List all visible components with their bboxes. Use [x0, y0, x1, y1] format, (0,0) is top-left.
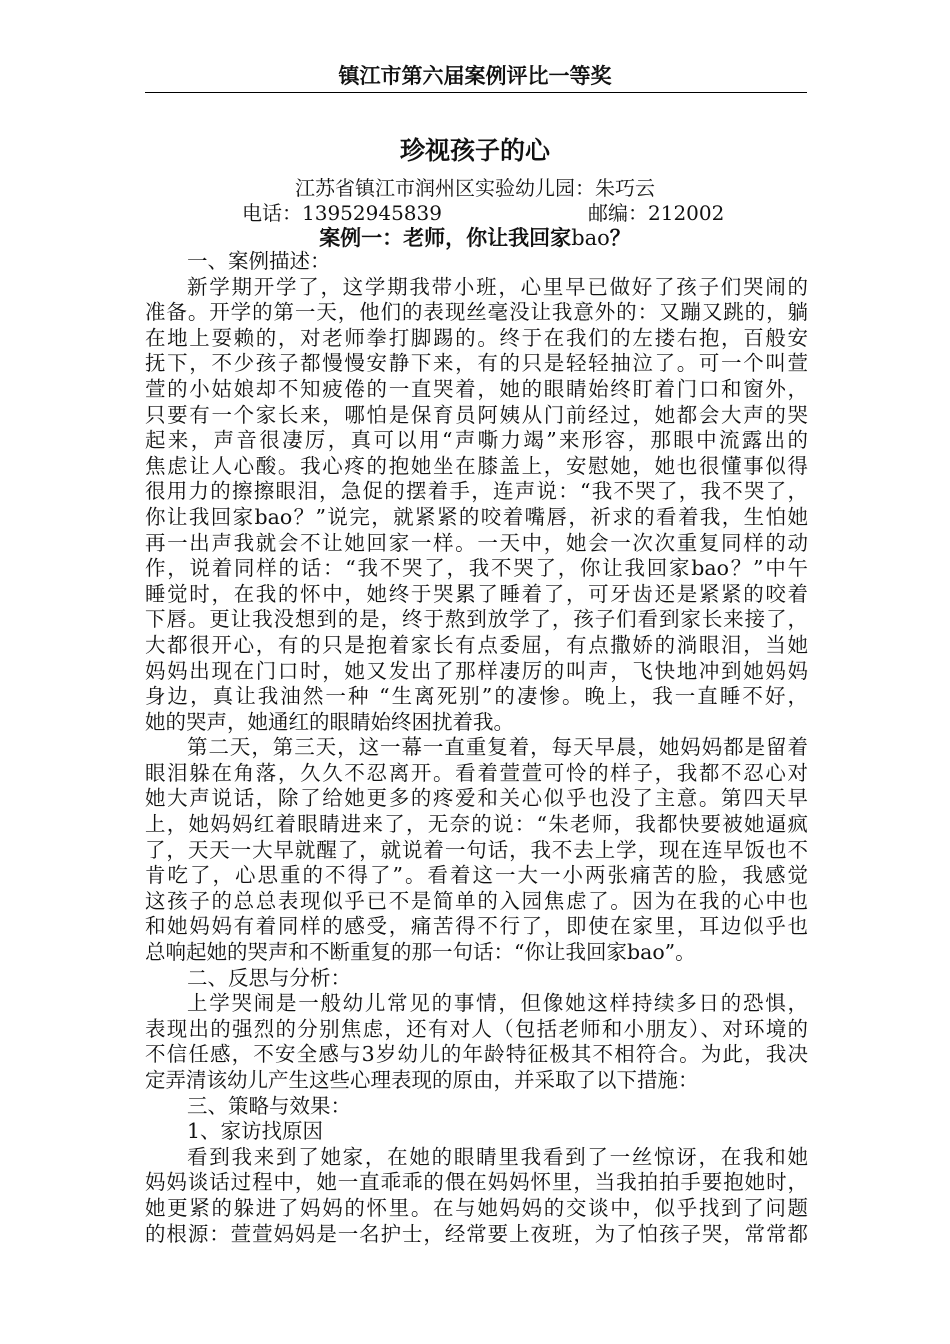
- text-line: 起来，声音很凄厉，真可以用“声嘶力竭”来形容，那眼中流露出的: [145, 428, 808, 453]
- text-line: 作，说着同样的话：“我不哭了，我不哭了，你让我回家bao？”中午: [145, 556, 808, 581]
- document-title: 珍视孩子的心: [399, 136, 550, 165]
- subheading-home-visit: 1、家访找原因: [187, 1119, 324, 1144]
- text-line: 和她妈妈有着同样的感受，痛苦得不行了，即使在家里，耳边似乎也: [145, 914, 808, 939]
- text-line: 她更紧的躲进了妈妈的怀里。在与她妈妈的交谈中，似乎找到了问题: [145, 1195, 808, 1220]
- text-line: 她的哭声，她通红的眼睛始终困扰着我。: [145, 709, 514, 734]
- text-line: 的根源：萱萱妈妈是一名护士，经常要上夜班，为了怕孩子哭，常常都: [145, 1221, 808, 1246]
- running-header: 镇江市第六届案例评比一等奖: [338, 64, 612, 88]
- text-line: 了，天天一大早就醒了，就说着一句话，我不去上学，现在连早饭也不: [145, 837, 808, 862]
- text-line: 表现出的强烈的分别焦虑，还有对人（包括老师和小朋友）、对环境的: [145, 1016, 808, 1041]
- case-title: [145, 224, 805, 252]
- text-line: 上学哭闹是一般幼儿常见的事情，但像她这样持续多日的恐惧，: [187, 991, 808, 1016]
- text-line: 上，她妈妈红着眼睛进来了，无奈的说：“朱老师，我都快要被她逼疯: [145, 812, 808, 837]
- text-line: 这孩子的总总表现似乎已不是简单的入园焦虑了。因为在我的心中也: [145, 888, 808, 913]
- text-line: 萱的小姑娘却不知疲倦的一直哭着，她的眼睛始终盯着门口和窗外，: [145, 376, 808, 401]
- text-line: 新学期开学了，这学期我带小班，心里早已做好了孩子们哭闹的: [187, 274, 808, 299]
- text-line: 准备。开学的第一天，他们的表现丝毫没让我意外的：又蹦又跳的，躺: [145, 300, 808, 325]
- body-text: [145, 249, 808, 1247]
- text-line: 第二天，第三天，这一幕一直重复着，每天早晨，她妈妈都是留着: [187, 735, 808, 760]
- contact-line: [145, 200, 805, 226]
- case-title-latin: bao: [571, 226, 610, 250]
- text-line: 看到我来到了她家，在她的眼睛里我看到了一丝惊讶，在我和她: [187, 1144, 808, 1169]
- header-rule: [145, 92, 807, 93]
- case-title-text: 案例一：老师，你让我回家: [319, 226, 572, 250]
- text-line: 只要有一个家长来，哪怕是保育员阿姨从门前经过，她都会大声的哭: [145, 402, 808, 427]
- text-line: 总响起她的哭声和不断重复的那一句话：“你让我回家bao”。: [145, 940, 696, 965]
- text-line: 很用力的擦擦眼泪，急促的摆着手，连声说：“我不哭了，我不哭了，: [145, 479, 808, 504]
- text-line: 大都很开心，有的只是抱着家长有点委屈，有点撒娇的淌眼泪，当她: [145, 632, 808, 657]
- author-line: 江苏省镇江市润州区实验幼儿园：朱巧云: [295, 176, 655, 200]
- text-line: 焦虑让人心酸。我心疼的抱她坐在膝盖上，安慰她，她也很懂事似得: [145, 453, 808, 478]
- text-line: 定弄清该幼儿产生这些心理表现的原由，并采取了以下措施：: [145, 1068, 699, 1092]
- section-heading-strategy: 三、策略与效果：: [187, 1093, 351, 1118]
- text-line: 睡觉时，在我的怀中，她终于哭累了睡着了，可牙齿还是紧紧的咬着: [145, 581, 808, 606]
- postcode: 邮编：212002: [588, 201, 725, 225]
- section-heading-reflection: 二、反思与分析：: [187, 965, 351, 990]
- text-line: 在地上耍赖的，对老师拳打脚踢的。终于在我们的左搂右抱，百般安: [145, 325, 808, 350]
- text-line: 眼泪躲在角落，久久不忍离开。看着萱萱可怜的样子，我都不忍心对: [145, 760, 808, 785]
- text-line: 她大声说话，除了给她更多的疼爱和关心似乎也没了主意。第四天早: [145, 786, 808, 811]
- text-line: 你让我回家bao？”说完，就紧紧的咬着嘴唇，祈求的看着我，生怕她: [145, 504, 808, 529]
- text-line: 肯吃了，心思重的不得了”。看着这一大一小两张痛苦的脸，我感觉: [145, 863, 808, 888]
- phone-number: 电话：13952945839: [242, 201, 442, 225]
- text-line: 再一出声我就会不让她回家一样。一天中，她会一次次重复同样的动: [145, 530, 808, 555]
- section-heading-description: 一、案例描述：: [187, 249, 331, 273]
- text-line: 妈妈出现在门口时，她又发出了那样凄厉的叫声，飞快地冲到她妈妈: [145, 658, 808, 683]
- text-line: 身边，真让我油然一种 “生离死别”的凄惨。晚上，我一直睡不好，: [145, 684, 808, 709]
- text-line: 下唇。更让我没想到的是，终于熬到放学了，孩子们看到家长来接了，: [145, 607, 808, 632]
- case-title-end: ？: [609, 226, 631, 250]
- text-line: 妈妈谈话过程中，她一直乖乖的偎在妈妈怀里，当我拍拍手要抱她时，: [145, 1170, 808, 1195]
- text-line: 不信任感，不安全感与3岁幼儿的年龄特征极其不相符合。为此，我决: [145, 1042, 808, 1067]
- text-line: 抚下，不少孩子都慢慢安静下来，有的只是轻轻抽泣了。可一个叫萱: [145, 351, 808, 376]
